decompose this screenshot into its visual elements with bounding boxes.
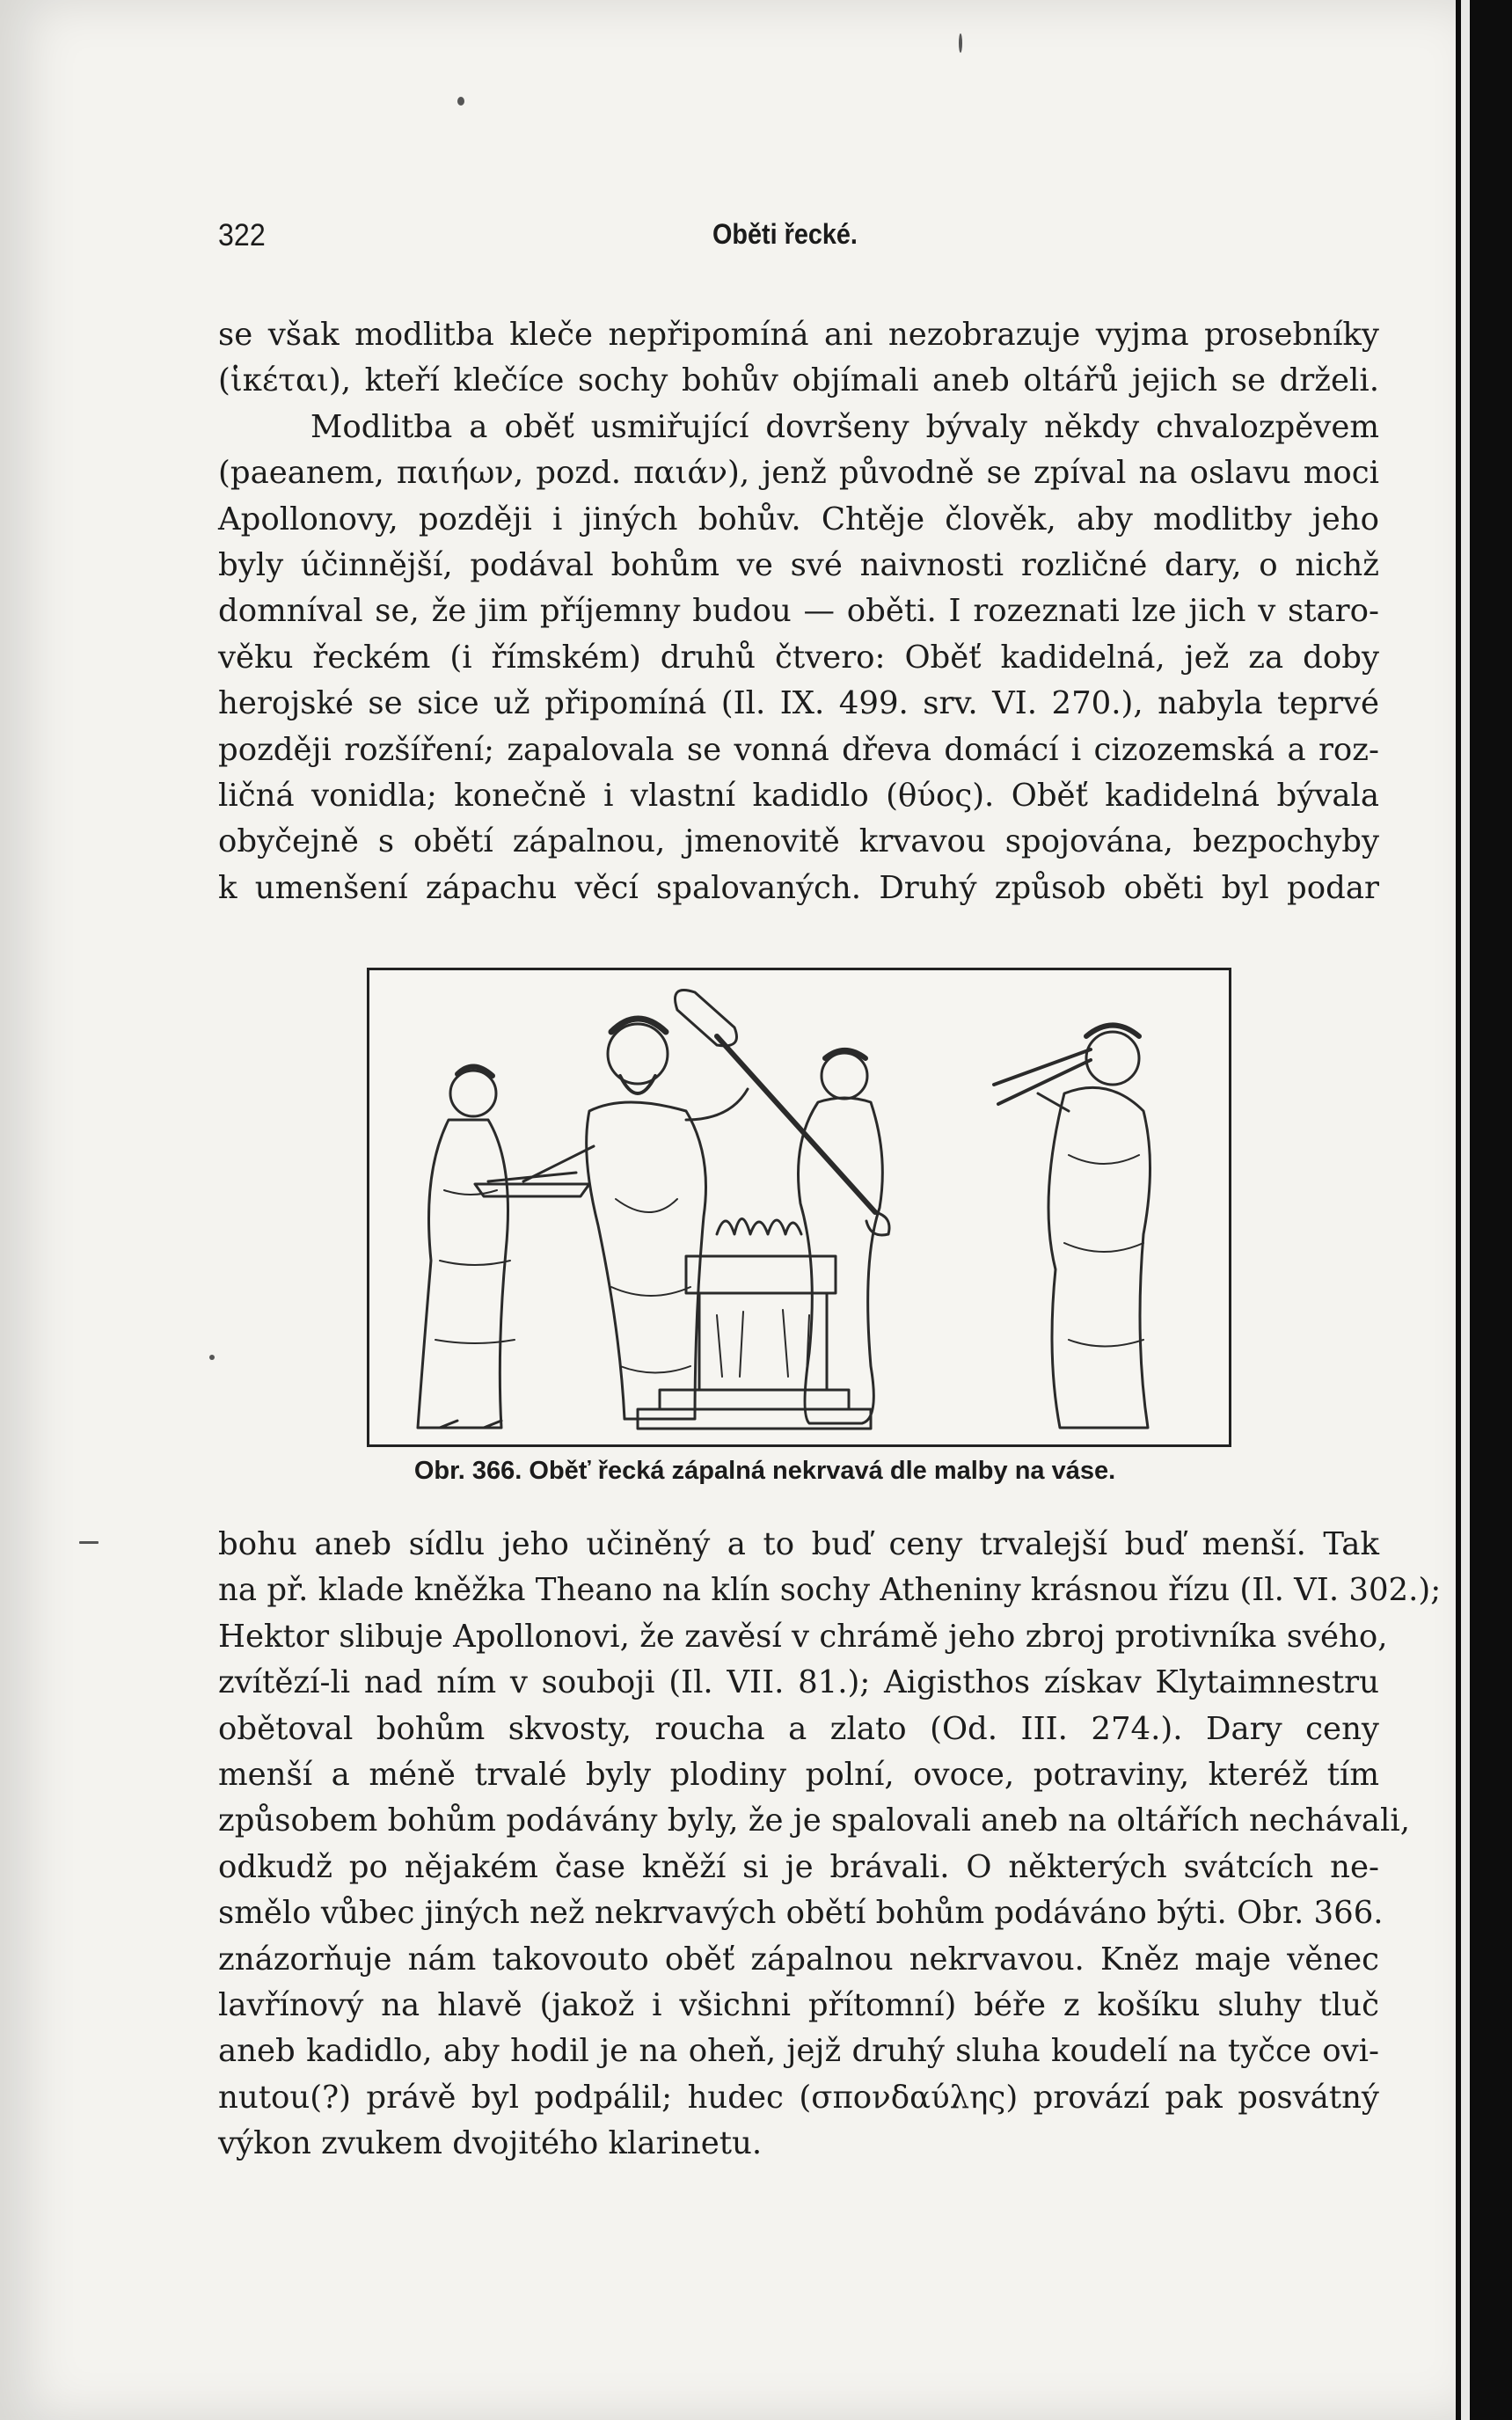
text-line: později rozšíření; zapalovala se vonná dřeva domácí i cizozemská a roz- — [218, 731, 1379, 768]
figure-caption — [0, 1457, 1512, 1486]
page-edge-strip — [1461, 0, 1470, 2420]
figure-vase-painting — [367, 968, 1231, 1447]
scan-speck — [79, 1541, 99, 1544]
text-line: znázorňuje nám takovouto oběť zápalnou nekrvavou. Kněz maje věnec — [218, 1941, 1379, 1978]
offering-basket — [475, 1184, 589, 1196]
text-line: bohu aneb sídlu jeho učiněný a to buď ceny trvalejší buď menší. Tak — [218, 1526, 1379, 1562]
torch-bearer-body — [799, 1098, 883, 1423]
text-line: se však modlitba kleče nepřipomíná ani nezobrazuje vyjma prosebníky — [218, 317, 1379, 353]
altar-flames — [717, 1219, 801, 1235]
running-head — [0, 218, 1512, 262]
figure-caption-text: Obr. 366. Oběť řecká zápalná nekrvavá dle malby na váse. — [413, 1457, 1116, 1485]
servant-robe — [418, 1120, 508, 1428]
text-line: Apollonovy, později i jiných bohův. Chtěje člověk, aby modlitby jeho — [218, 501, 1379, 537]
running-title: Oběti řecké. — [712, 218, 858, 250]
text-line: výkon zvukem dvojitého klarinetu. — [218, 2125, 763, 2162]
text-line: Hektor slibuje Apollonovi, že zavěsí v chrámě jeho zbroj protivníka svého, — [218, 1618, 1388, 1655]
text-line: obětoval bohům skvosty, roucha a zlato (Od. III. 274.). Dary ceny — [218, 1710, 1379, 1747]
text-line: odkudž po nějakém čase kněží si je brávali. O některých svátcích ne- — [218, 1848, 1379, 1885]
text-line: Modlitba a oběť usmiřující dovršeny bývaly někdy chvalozpěvem — [310, 408, 1379, 445]
text-line: zvítězí-li nad ním v souboji (Il. VII. 81.); Aigisthos získav Klytaimnestru — [218, 1664, 1379, 1701]
text-line: způsobem bohům podávány byly, že je spalovali aneb na oltářích nechávali, — [218, 1802, 1410, 1839]
musician-robe — [1048, 1087, 1150, 1428]
priest-arm-left — [523, 1146, 594, 1181]
text-line: menší a méně trvalé byly plodiny polní, ovoce, potraviny, kteréž tím — [218, 1756, 1379, 1793]
altar-base — [660, 1390, 849, 1409]
text-line: herojské se sice už připomíná (Il. IX. 499. srv. VI. 270.), nabyla teprvé — [218, 685, 1379, 722]
text-line: na př. klade kněžka Theano na klín sochy Atheniny krásnou řízu (Il. VI. 302.); — [218, 1572, 1442, 1609]
text-line: byly účinnější, podával bohům ve své naivnosti rozličné dary, o nichž — [218, 546, 1379, 583]
page-number: 322 — [218, 218, 266, 252]
text-line: obyčejně s obětí zápalnou, jmenovitě krvavou spojována, bezpochyby — [218, 823, 1379, 860]
vase-painting-illustration — [369, 970, 1229, 1444]
scan-speck — [457, 97, 464, 106]
text-line: (ἱκέται), kteří klečíce sochy bohův objímali aneb oltářů jejich se drželi. — [218, 362, 1379, 399]
text-line: lavřínový na hlavě (jakož i všichni přítomní) béře z košíku sluhy tluč — [218, 1986, 1379, 2023]
text-line: k umenšení zápachu věcí spalovaných. Druhý způsob oběti byl podar — [218, 869, 1379, 906]
torch-pole — [717, 1036, 875, 1212]
torch-bearer-head — [822, 1053, 867, 1099]
musician-head — [1086, 1032, 1139, 1085]
altar-carving — [717, 1310, 809, 1377]
paragraph-2 — [218, 1522, 1442, 2167]
scan-speck — [959, 33, 962, 53]
text-line: domníval se, že jim příjemny budou — oběti. I rozeznati lze jich v staro- — [218, 593, 1379, 630]
paragraph-1 — [218, 312, 1379, 911]
torch-head — [676, 991, 737, 1046]
scan-edge — [1456, 0, 1512, 2420]
text-line: ličná vonidla; konečně i vlastní kadidlo (θύος). Oběť kadidelná bývala — [218, 777, 1379, 814]
priest-head — [608, 1024, 668, 1084]
text-line: smělo vůbec jiných než nekrvavých obětí bohům podáváno býti. Obr. 366. — [218, 1895, 1384, 1932]
text-line: nutou(?) právě byl podpálil; hudec (σπονδαύλης) provází pak posvátný — [218, 2079, 1379, 2116]
servant-head — [450, 1071, 496, 1116]
text-line: věku řeckém (i římském) druhů čtvero: Oběť kadidelná, jež za doby — [218, 639, 1379, 676]
text-line: aneb kadidlo, aby hodil je na oheň, jejž druhý sluha koudelí na tyčce ovi- — [218, 2033, 1379, 2070]
text-line: (paeanem, παιήων, pozd. παιάν), jenž původně se zpíval na oslavu moci — [218, 455, 1379, 492]
priest-arm-right — [686, 1089, 748, 1120]
scan-speck — [209, 1355, 215, 1360]
